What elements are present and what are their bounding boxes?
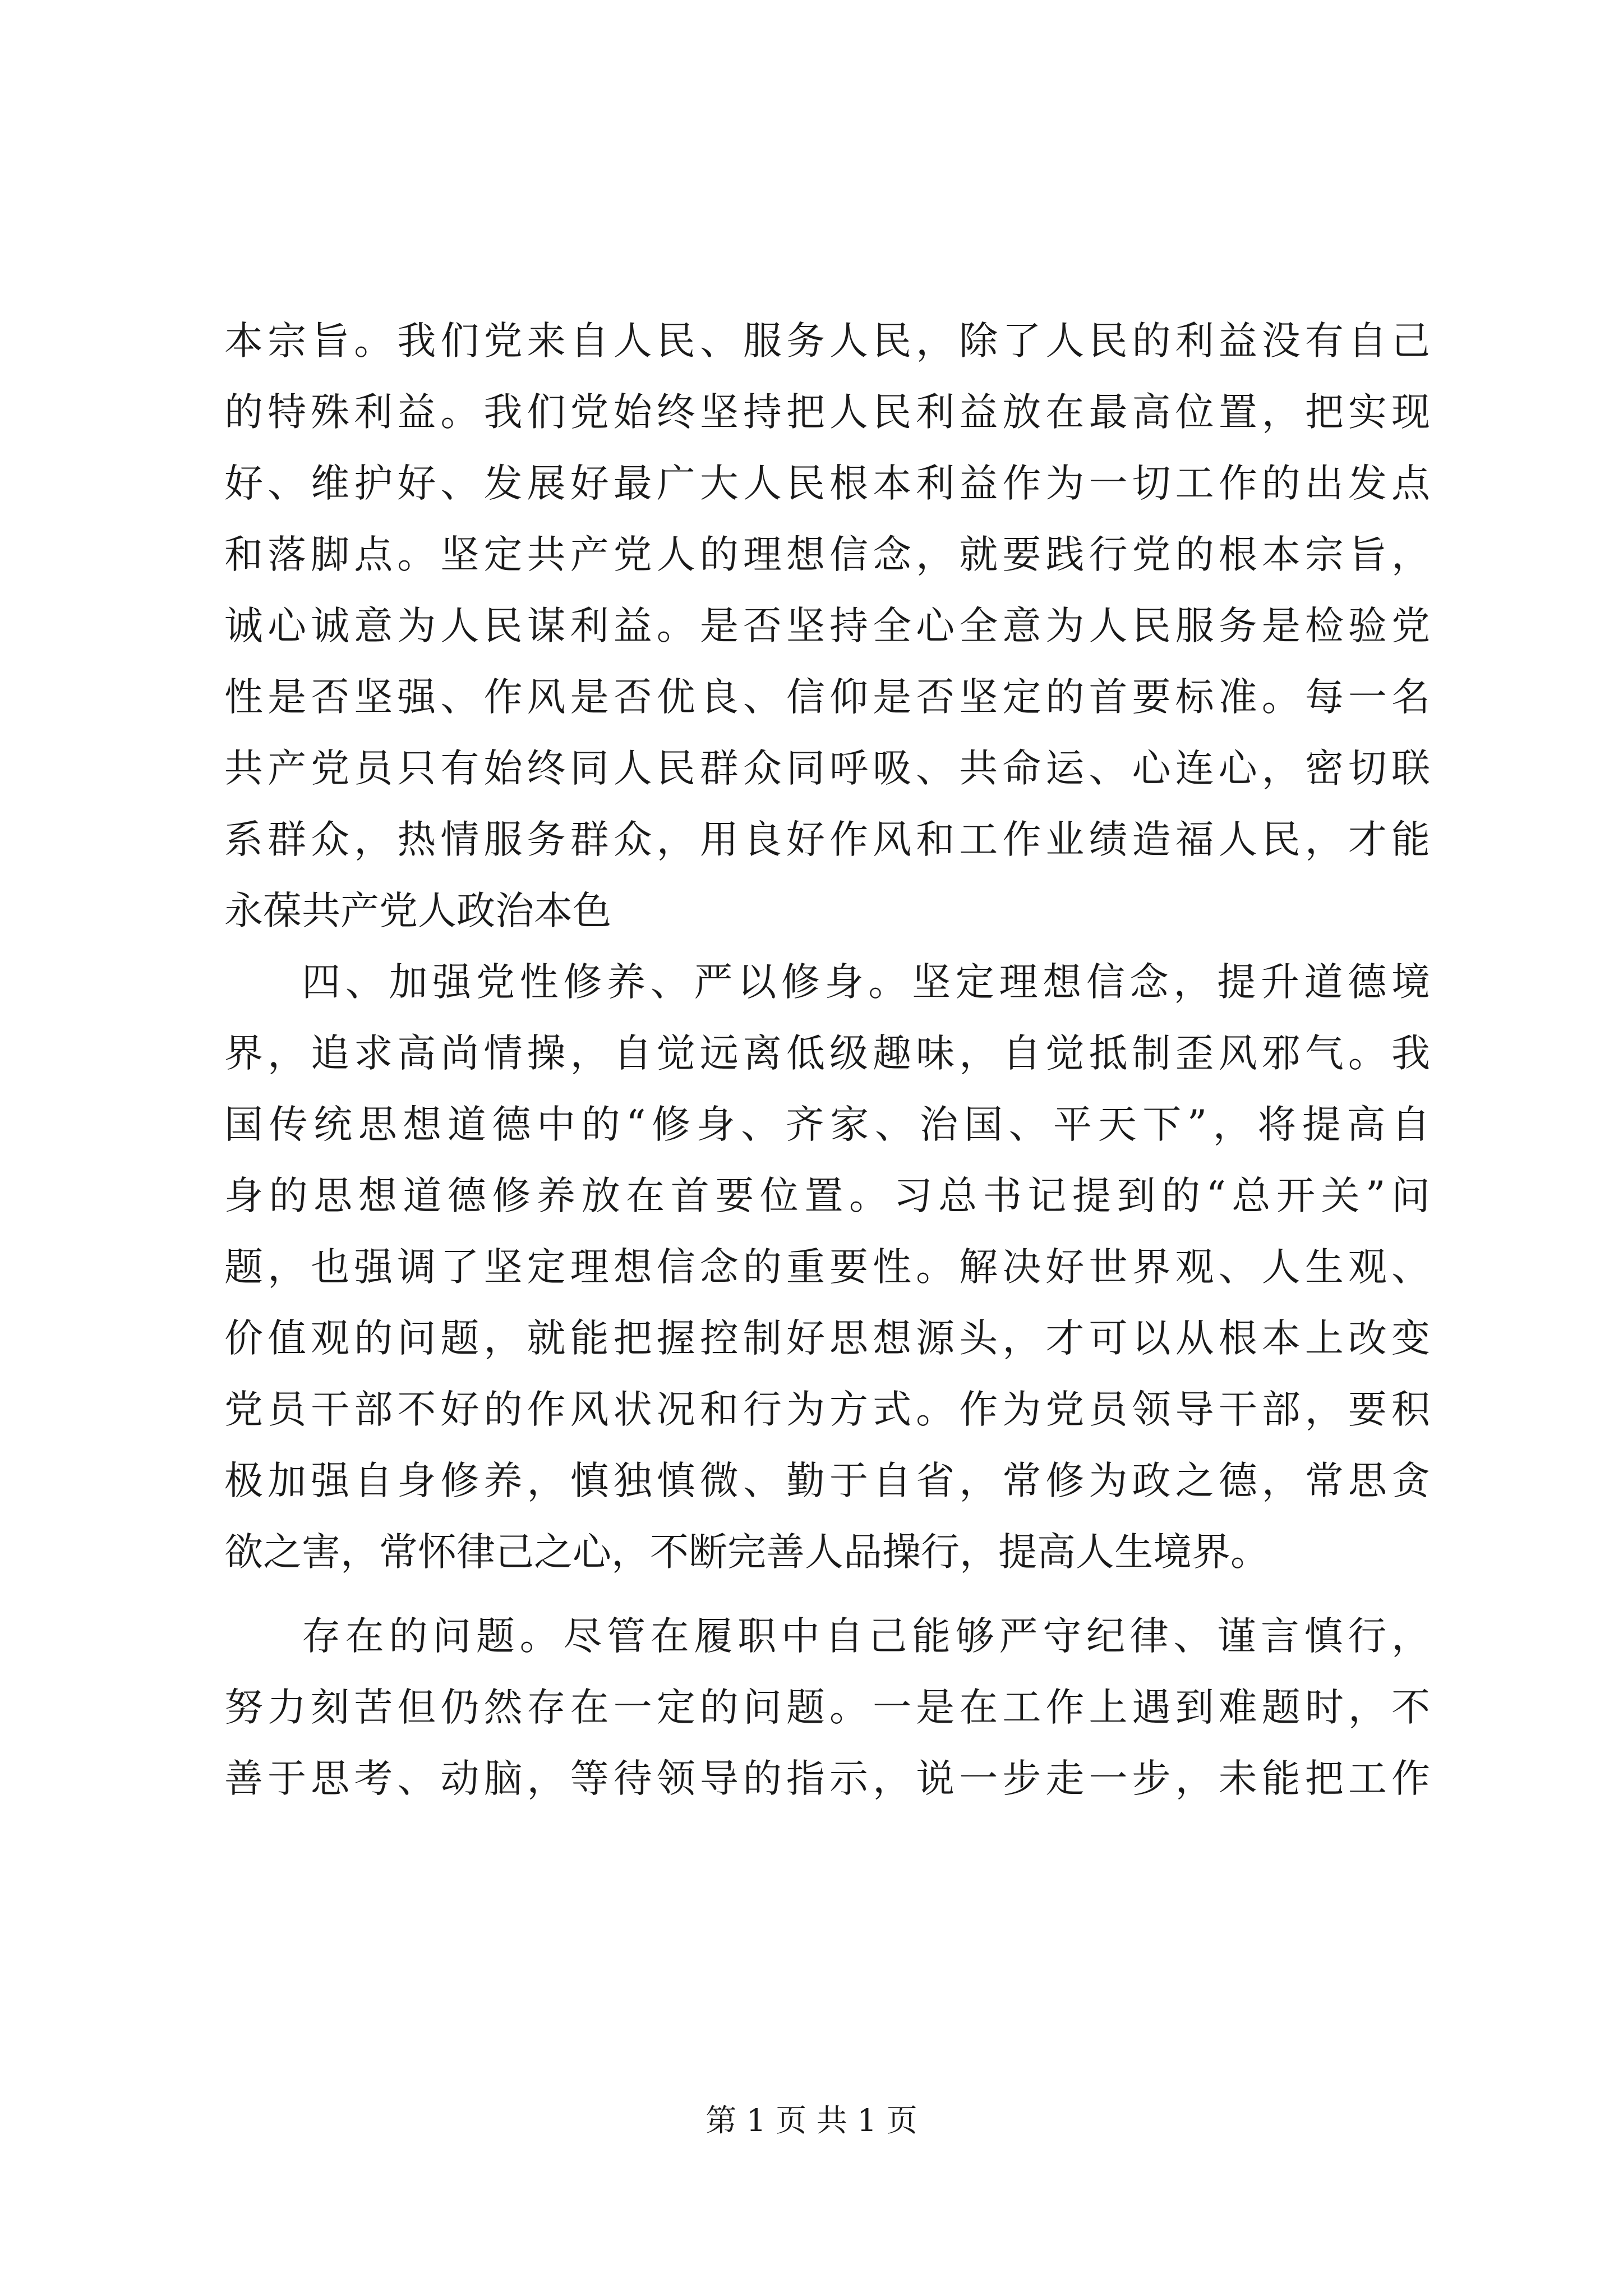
text-line: 价值观的问题，就能把握控制好思想源头，才可以从根本上改变 bbox=[224, 1316, 1430, 1361]
text-line: 和落脚点。坚定共产党人的理想信念，就要践行党的根本宗旨， bbox=[224, 532, 1430, 577]
text-line: 努力刻苦但仍然存在一定的问题。一是在工作上遇到难题时，不 bbox=[224, 1685, 1430, 1730]
text-line: 永葆共产党人政治本色 bbox=[224, 889, 611, 933]
text-line: 善于思考、动脑，等待领导的指示，说一步走一步，未能把工作 bbox=[224, 1756, 1430, 1801]
paragraph bbox=[224, 947, 1430, 1588]
page-number-label: 第 1 页 共 1 页 bbox=[706, 2102, 917, 2138]
text-line: 身的思想道德修养放在首要位置。习总书记提到的“总开关”问 bbox=[224, 1174, 1430, 1218]
text-line: 的特殊利益。我们党始终坚持把人民利益放在最高位置，把实现 bbox=[224, 390, 1430, 435]
text-line: 本宗旨。我们党来自人民、服务人民，除了人民的利益没有自己 bbox=[224, 319, 1430, 364]
text-line: 四、加强党性修养、严以修身。坚定理想信念，提升道德境 bbox=[302, 960, 1430, 1005]
text-line: 好、维护好、发展好最广大人民根本利益作为一切工作的出发点 bbox=[224, 461, 1430, 506]
paragraph bbox=[224, 306, 1430, 947]
text-line: 性是否坚强、作风是否优良、信仰是否坚定的首要标准。每一名 bbox=[224, 675, 1430, 720]
text-line: 共产党员只有始终同人民群众同呼吸、共命运、心连心，密切联 bbox=[224, 746, 1430, 791]
text-line: 诚心诚意为人民谋利益。是否坚持全心全意为人民服务是检验党 bbox=[224, 604, 1430, 648]
text-line: 欲之害，常怀律己之心，不断完善人品操行，提高人生境界。 bbox=[224, 1530, 1269, 1575]
paragraph-spacer bbox=[224, 1588, 1430, 1601]
text-line: 系群众，热情服务群众，用良好作风和工作业绩造福人民，才能 bbox=[224, 817, 1430, 862]
text-line: 界，追求高尚情操，自觉远离低级趣味，自觉抵制歪风邪气。我 bbox=[224, 1031, 1430, 1076]
text-line: 极加强自身修养，慎独慎微、勤于自省，常修为政之德，常思贪 bbox=[224, 1458, 1430, 1503]
text-line: 存在的问题。尽管在履职中自己能够严守纪律、谨言慎行， bbox=[302, 1614, 1430, 1659]
page-footer bbox=[0, 2101, 1623, 2140]
text-line: 党员干部不好的作风状况和行为方式。作为党员领导干部，要积 bbox=[224, 1387, 1430, 1432]
document-body bbox=[224, 306, 1430, 1815]
text-line: 国传统思想道德中的“修身、齐家、治国、平天下”，将提高自 bbox=[224, 1102, 1430, 1147]
paragraph bbox=[224, 1601, 1430, 1815]
text-line: 题，也强调了坚定理想信念的重要性。解决好世界观、人生观、 bbox=[224, 1245, 1430, 1290]
